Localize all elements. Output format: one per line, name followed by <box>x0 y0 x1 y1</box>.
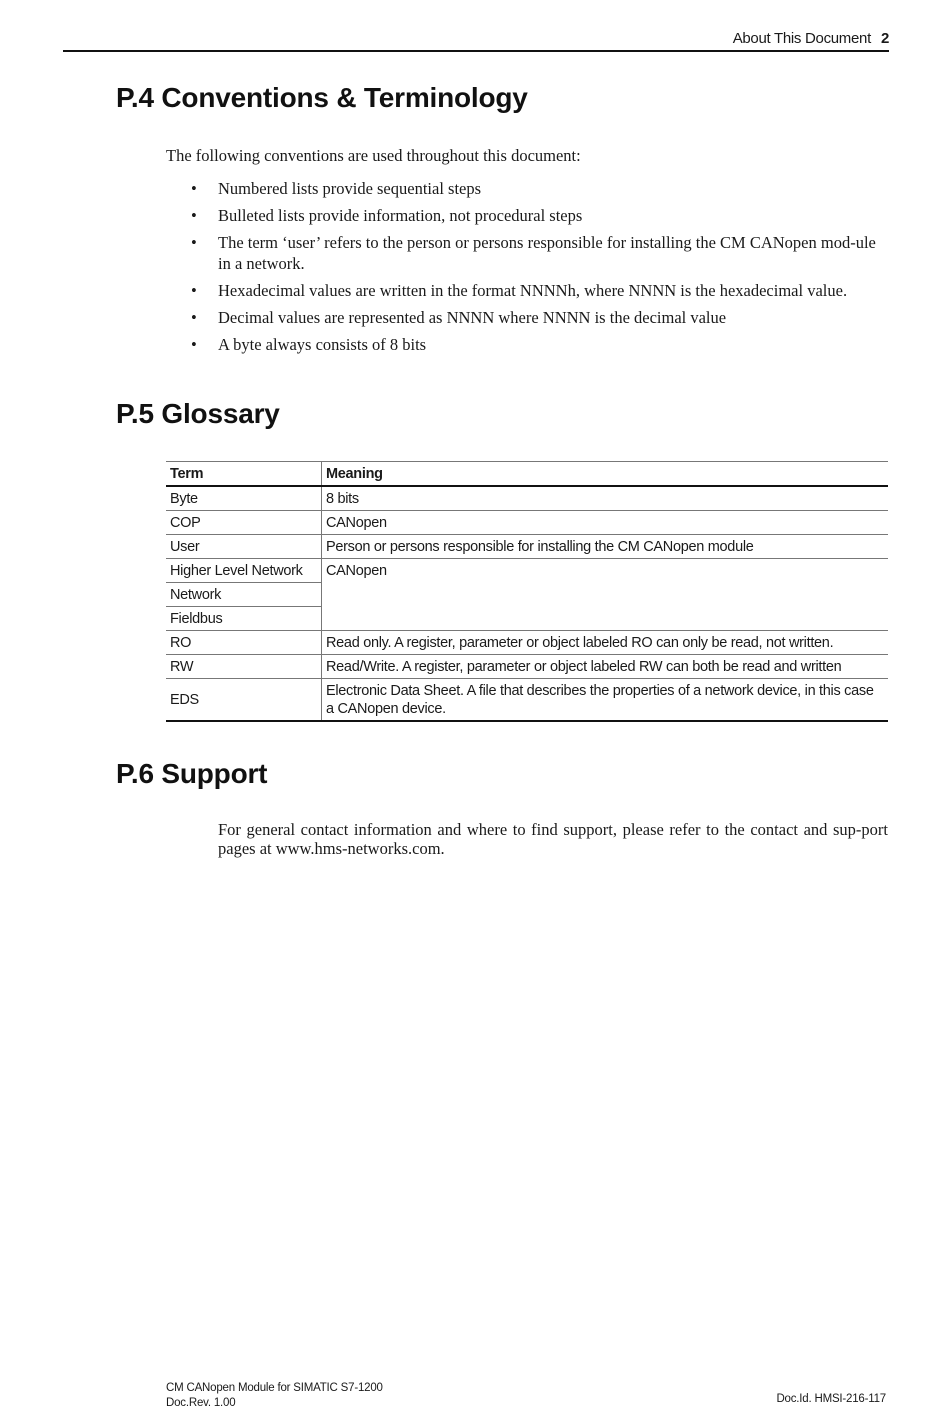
term-cell: EDS <box>166 679 322 722</box>
term-cell: COP <box>166 511 322 535</box>
table-row <box>166 535 888 559</box>
list-item <box>166 334 890 355</box>
page-header <box>63 28 889 52</box>
table-row <box>166 679 888 722</box>
list-item <box>166 280 890 301</box>
table-row <box>166 655 888 679</box>
meaning-cell: Electronic Data Sheet. A file that describes the properties of a network device, in this case a CANopen device. <box>322 679 889 722</box>
column-header-term: Term <box>166 462 322 487</box>
term-cell: RW <box>166 655 322 679</box>
term-cell: Fieldbus <box>166 607 322 631</box>
term-cell: User <box>166 535 322 559</box>
term-cell: RO <box>166 631 322 655</box>
footer-revision: Doc.Rev. 1.00 <box>166 1397 236 1409</box>
list-item-text: Decimal values are represented as NNNN where NNNN is the decimal value <box>218 308 727 327</box>
meaning-cell: Read/Write. A register, parameter or object labeled RW can both be read and written <box>322 655 889 679</box>
list-item <box>166 307 890 328</box>
section-heading-conventions: P.4 Conventions & Terminology <box>116 82 528 113</box>
header-title: About This Document <box>732 30 871 47</box>
support-text: For general contact information and where to find support, please refer to the contact and sup-port pages at www.hms-networks.com. <box>218 820 888 858</box>
bullet-icon: • <box>191 206 197 225</box>
bullet-icon: • <box>191 308 197 327</box>
bullet-icon: • <box>191 335 197 354</box>
footer-product: CM CANopen Module for SIMATIC S7-1200 <box>166 1382 383 1394</box>
list-item <box>166 178 890 199</box>
header-text <box>733 30 889 47</box>
term-cell: Network <box>166 583 322 607</box>
footer-doc-id: Doc.Id. HMSI-216-117 <box>776 1393 886 1405</box>
list-item-text: The term ‘user’ refers to the person or persons responsible for installing the CM CANopen mod-ule in a network. <box>218 233 876 273</box>
page-number: 2 <box>880 30 889 47</box>
bullet-icon: • <box>191 179 197 198</box>
list-item-text: Hexadecimal values are written in the format NNNNh, where NNNN is the hexadecimal value. <box>218 281 848 300</box>
table-row <box>166 559 888 583</box>
meaning-cell: Read only. A register, parameter or object labeled RO can only be read, not written. <box>322 631 889 655</box>
column-header-meaning: Meaning <box>322 462 889 487</box>
list-item-text: A byte always consists of 8 bits <box>218 335 427 354</box>
table-row <box>166 511 888 535</box>
meaning-cell: CANopen <box>322 559 889 631</box>
meaning-cell: 8 bits <box>322 486 889 511</box>
section-heading-glossary: P.5 Glossary <box>116 398 280 429</box>
list-item <box>166 232 890 274</box>
conventions-intro: The following conventions are used throughout this document: <box>166 146 581 165</box>
list-item-text: Bulleted lists provide information, not procedural steps <box>218 206 583 225</box>
meaning-cell: CANopen <box>322 511 889 535</box>
table-row <box>166 631 888 655</box>
glossary-table <box>166 461 888 722</box>
term-cell: Higher Level Network <box>166 559 322 583</box>
list-item-text: Numbered lists provide sequential steps <box>218 179 482 198</box>
term-cell: Byte <box>166 486 322 511</box>
table-header-row <box>166 462 888 487</box>
list-item <box>166 205 890 226</box>
table-row <box>166 486 888 511</box>
conventions-list <box>166 178 890 361</box>
bullet-icon: • <box>191 281 197 300</box>
bullet-icon: • <box>191 233 197 252</box>
meaning-cell: Person or persons responsible for installing the CM CANopen module <box>322 535 889 559</box>
section-heading-support: P.6 Support <box>116 758 268 789</box>
